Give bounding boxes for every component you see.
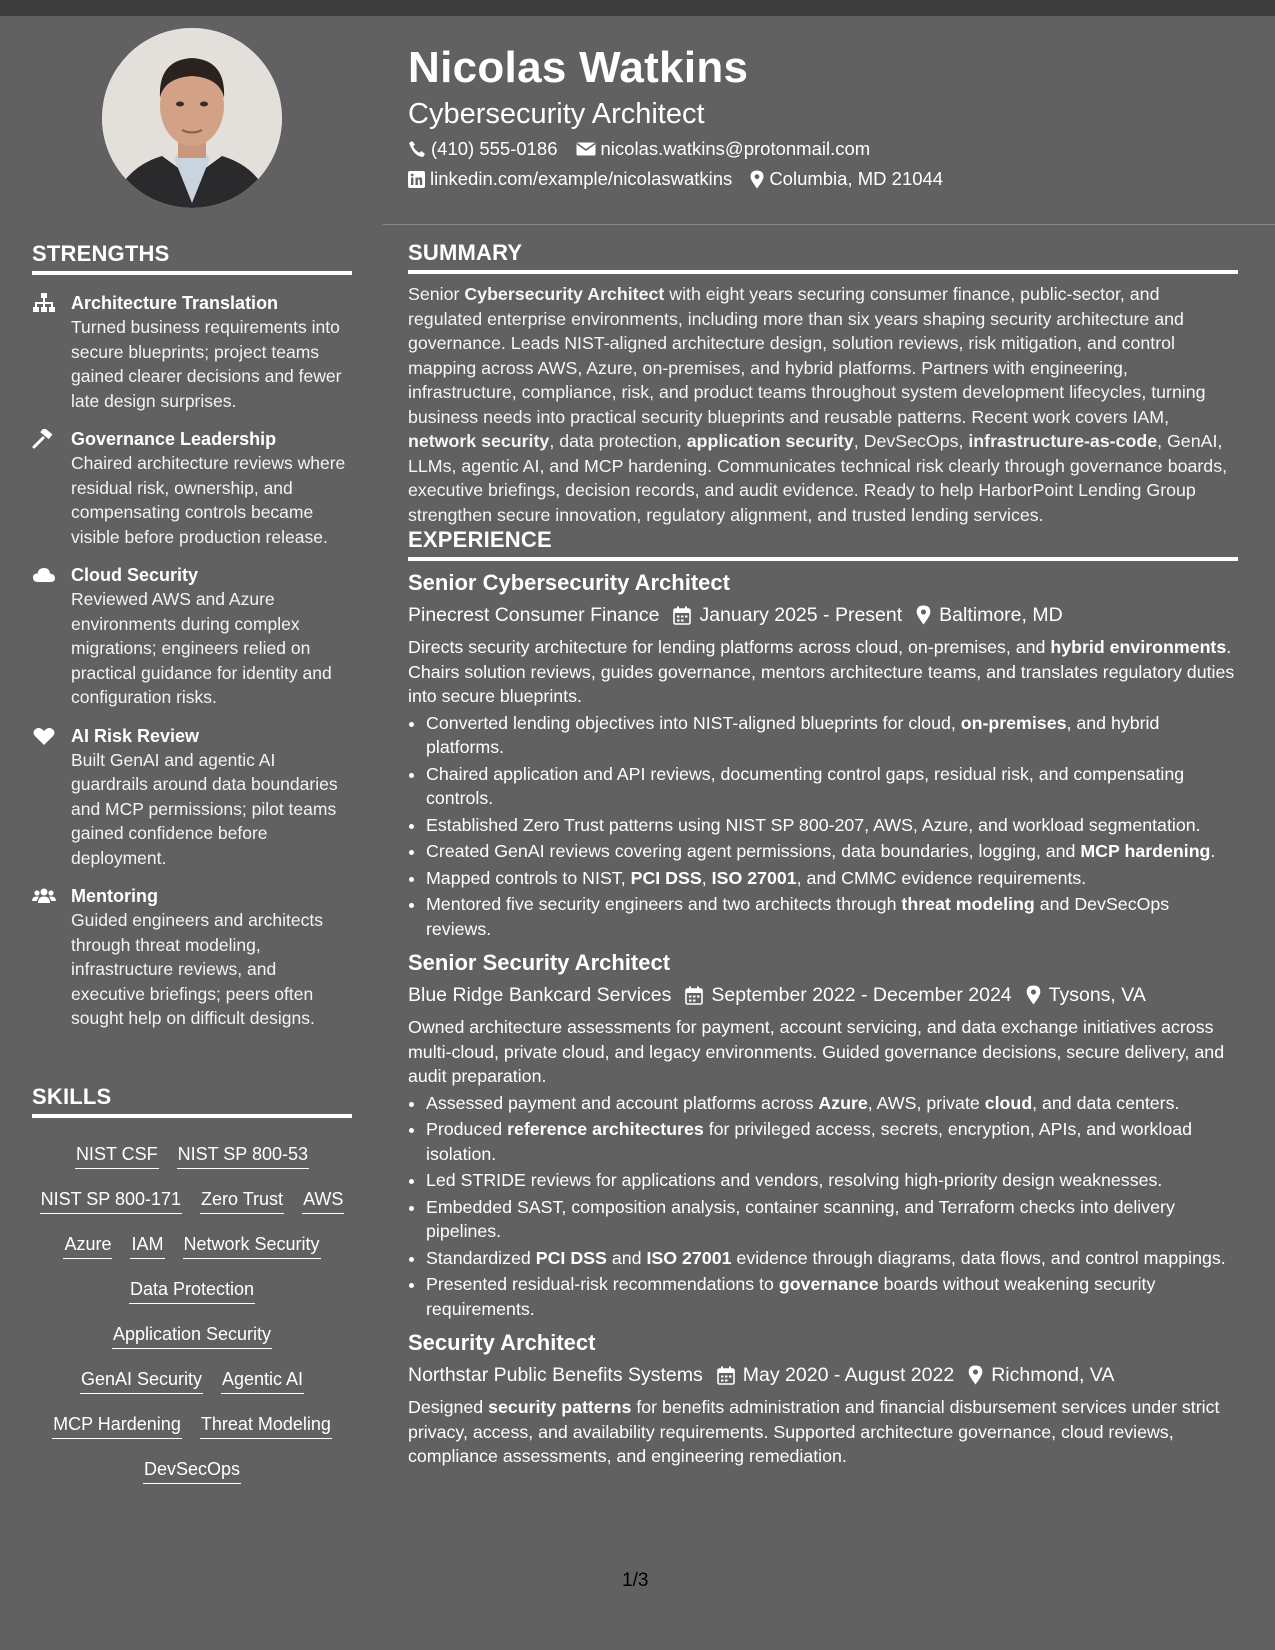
skills-row [32,1312,352,1357]
skill-tag: Network Security [183,1231,321,1259]
company-name: Blue Ridge Bankcard Services [408,984,672,1006]
job-entry [408,1329,1238,1469]
text-run: for benefits administration and financial disbursement services under strict privacy, access, and availability requirements. Supported architecture governance, cloud reviews, compliance assessments, and engineering remediation. [408,1397,1220,1466]
cloud-icon [32,565,56,585]
bold-text: on-premises [960,712,1067,733]
text-run: Senior [408,284,465,304]
portrait-image [102,28,282,208]
job-meta [408,981,1238,1009]
job-dates [685,981,1011,1009]
strength-text: Turned business requirements into secure blueprints; project teams gained clearer decisions and fewer late design surprises. [71,317,342,411]
job-bullet [426,711,1238,760]
experience-heading: EXPERIENCE [408,527,1238,561]
text-run: evidence through diagrams, data flows, and control mappings. [731,1247,1226,1268]
text-run: for privileged access, secrets, encryption, APIs, and workload isolation. [426,1119,1192,1164]
top-bar [0,0,1275,16]
job-title: Senior Cybersecurity Architect [408,570,730,595]
strength-title: Governance Leadership [71,429,277,449]
job-dates [717,1361,954,1389]
email-link[interactable]: nicolas.watkins@protonmail.com [600,138,871,159]
job-dates-text: May 2020 - August 2022 [742,1364,955,1386]
linkedin-item [408,166,732,192]
company-name: Pinecrest Consumer Finance [408,604,660,626]
skills-row [32,1177,352,1222]
job-meta [408,1361,1238,1389]
skill-tag: Application Security [112,1321,272,1349]
skill-tag: IAM [130,1231,164,1259]
skill-tag: AWS [302,1186,344,1214]
job-bullet [426,1195,1238,1244]
map-pin-icon [968,1365,983,1385]
location-text: Columbia, MD 21044 [769,168,944,189]
company-name: Northstar Public Benefits Systems [408,1364,703,1386]
job-bullets [408,1091,1238,1322]
experience-list [408,569,1238,1469]
job-bullet [426,813,1238,838]
strength-item [32,724,352,871]
job-bullet [426,892,1238,941]
text-run: Produced [426,1119,508,1139]
strength-text: Guided engineers and architects through threat modeling, infrastructure reviews, and executive briefings; peers often sought help on difficult designs. [71,910,323,1028]
skill-tag: Azure [63,1231,112,1259]
bold-text: ISO 27001 [646,1247,732,1268]
job-title: Security Architect [408,1330,596,1355]
job-bullet [426,1091,1238,1116]
job-description [408,635,1238,709]
skills-heading: SKILLS [32,1084,352,1118]
bold-text: infrastructure-as-code [968,431,1158,451]
header-divider [383,224,1275,225]
bold-text: threat modeling [901,894,1035,914]
text-run: Presented residual-risk recommendations to [426,1274,779,1294]
job-entry [408,949,1238,1321]
skill-tag: MCP Hardening [52,1411,182,1439]
text-run: boards without weakening security requirements. [426,1274,1156,1319]
skill-tag: Zero Trust [200,1186,284,1214]
bold-text: PCI DSS [630,867,702,888]
job-bullet [426,1246,1238,1271]
bold-text: security patterns [488,1397,632,1417]
text-run: and DevSecOps reviews. [426,894,1170,939]
bold-text: MCP hardening [1080,841,1211,861]
job-description [408,1015,1238,1089]
text-run: Led STRIDE reviews for applications and vendors, resolving high-priority design weaknesses. [426,1170,1163,1190]
heart-icon [32,726,56,746]
job-location [968,1361,1114,1389]
job-location-text: Tysons, VA [1048,984,1146,1006]
skills-section [32,1084,352,1492]
skills-row [32,1132,352,1177]
text-run: Owned architecture assessments for payment, account servicing, and data exchange initiatives across multi-cloud, private cloud, and legacy environments. Guided governance decisions, secure delivery, and audit preparation. [408,1017,1225,1086]
contact-row [408,136,1238,162]
strength-title: Architecture Translation [71,293,279,313]
job-bullet [426,866,1238,891]
text-run: , AWS, private [867,1092,985,1113]
bold-text: ISO 27001 [711,867,797,888]
text-run: , DevSecOps, [853,431,969,451]
calendar-icon [673,606,691,625]
text-run: , [701,867,712,888]
strengths-section [32,241,352,1031]
bold-text: PCI DSS [535,1247,607,1268]
envelope-icon [576,141,596,157]
strengths-heading: STRENGTHS [32,241,352,275]
job-bullet [426,839,1238,864]
text-run: , GenAI, LLMs, agentic AI, and MCP hardening. Communicates technical risk clearly through governance boards, executive briefings, decision records, and audit evidence. Ready to help HarborPoint Lending Group strengthen secure innovation, regulatory alignment, and trusted lending services. [408,431,1228,525]
strength-item [32,884,352,1031]
sitemap-icon [32,293,56,313]
skill-tag: DevSecOps [143,1456,241,1484]
bold-text: reference architectures [507,1119,704,1139]
text-run: . Chairs solution reviews, guides governance, mentors architecture teams, and translates regulatory duties into secure blueprints. [408,637,1235,706]
text-run: Created GenAI reviews covering agent permissions, data boundaries, logging, and [426,841,1081,861]
text-run: Chaired application and API reviews, documenting control gaps, residual risk, and compensating controls. [426,763,1185,808]
map-pin-icon [1026,985,1041,1005]
strength-title: AI Risk Review [71,725,200,746]
text-run: and [606,1247,647,1268]
job-bullet [426,1117,1238,1166]
email-item [576,136,871,162]
bold-text: governance [778,1274,879,1294]
map-pin-icon [750,170,764,189]
phone-number[interactable]: (410) 555-0186 [431,138,558,159]
text-run: Established Zero Trust patterns using NIST SP 800-207, AWS, Azure, and workload segmentation. [426,814,1201,835]
phone-icon [408,140,426,158]
linkedin-icon [408,171,425,188]
job-location-text: Richmond, VA [991,1364,1115,1386]
job-title: Senior Security Architect [408,950,671,975]
bold-text: hybrid environments [1050,637,1227,657]
strength-text: Chaired architecture reviews where residual risk, ownership, and compensating controls became visible before production release. [71,453,346,547]
skill-tag: NIST CSF [75,1141,159,1169]
text-run: Embedded SAST, composition analysis, container scanning, and Terraform checks into delivery pipelines. [426,1196,1175,1241]
text-run: , and hybrid platforms. [426,712,1160,757]
job-location [1026,981,1146,1009]
text-run: , and data centers. [1032,1092,1180,1113]
strength-item [32,427,352,549]
map-pin-icon [916,605,931,625]
strength-text: Built GenAI and agentic AI guardrails around data boundaries and MCP permissions; pilot teams gained confidence before deployment. [71,749,338,868]
calendar-icon [685,986,703,1005]
text-run: Mentored five security engineers and two architects through [426,894,902,914]
skill-tag: GenAI Security [80,1366,203,1394]
skills-row [32,1222,352,1267]
text-run: Directs security architecture for lending platforms across cloud, on-premises, and [408,637,1051,657]
text-run: . [1210,841,1216,861]
job-dates-text: January 2025 - Present [699,604,903,626]
main-column [408,240,1238,1469]
phone-item [408,136,558,162]
skills-row [32,1447,352,1492]
skills-row [32,1267,352,1312]
job-meta [408,601,1238,629]
strength-title: Cloud Security [71,565,199,585]
bold-text: application security [686,431,854,451]
job-bullets [408,711,1238,942]
bold-text: Azure [818,1092,868,1113]
job-description [408,1395,1238,1469]
skill-tag: Data Protection [129,1276,255,1304]
job-dates [673,601,902,629]
bold-text: network security [408,431,550,451]
job-location [916,601,1063,629]
job-bullet [426,762,1238,811]
skill-tag: Threat Modeling [200,1411,332,1439]
skills-row [32,1357,352,1402]
skill-tag: NIST SP 800-53 [177,1141,309,1169]
text-run: Mapped controls to NIST, [426,867,631,888]
location-item [750,166,943,192]
text-run: , and CMMC evidence requirements. [796,867,1087,888]
bold-text: cloud [984,1092,1033,1113]
bold-text: Cybersecurity Architect [464,284,665,304]
candidate-name: Nicolas Watkins [408,43,749,92]
candidate-title: Cybersecurity Architect [408,98,705,130]
resume-header [408,40,1238,192]
contact-row [408,166,1238,192]
gavel-icon [32,429,56,449]
skills-row [32,1402,352,1447]
linkedin-link[interactable]: linkedin.com/example/nicolaswatkins [430,168,733,189]
calendar-icon [717,1366,735,1385]
page-number: 1/3 [622,1570,649,1591]
job-location-text: Baltimore, MD [939,604,1063,626]
job-dates-text: September 2022 - December 2024 [711,984,1012,1006]
text-run: Designed [408,1397,489,1417]
skill-tag: Agentic AI [221,1366,304,1394]
skill-tag: NIST SP 800-171 [40,1186,182,1214]
text-run: , data protection, [549,431,687,451]
job-entry [408,569,1238,941]
summary-text [408,282,1238,527]
strength-title: Mentoring [71,886,158,906]
strength-item [32,291,352,413]
skills-list [32,1132,352,1492]
text-run: Standardized [426,1247,536,1268]
text-run: with eight years securing consumer finance, public-sector, and regulated enterprise environments, including more than six years shaping security architecture and governance. Leads NIST-aligned architecture design, solution reviews, risk mitigation, and control mapping across AWS, Azure, on-premises, and hybrid platforms. Partners with engineering, infrastructure, compliance, risk, and product teams throughout system development lifecycles, turning business needs into practical security blueprints and reusable patterns. Recent work covers IAM, [408,284,1206,427]
profile-photo [102,28,282,208]
strength-text: Reviewed AWS and Azure environments during complex migrations; engineers relied on practical guidance for identity and configuration risks. [71,589,332,707]
users-icon [32,886,56,906]
strength-item [32,563,352,710]
job-bullet [426,1272,1238,1321]
job-bullet [426,1168,1238,1193]
text-run: Converted lending objectives into NIST-aligned blueprints for cloud, [426,712,961,733]
text-run: Assessed payment and account platforms across [426,1092,819,1113]
summary-heading: SUMMARY [408,240,1238,274]
